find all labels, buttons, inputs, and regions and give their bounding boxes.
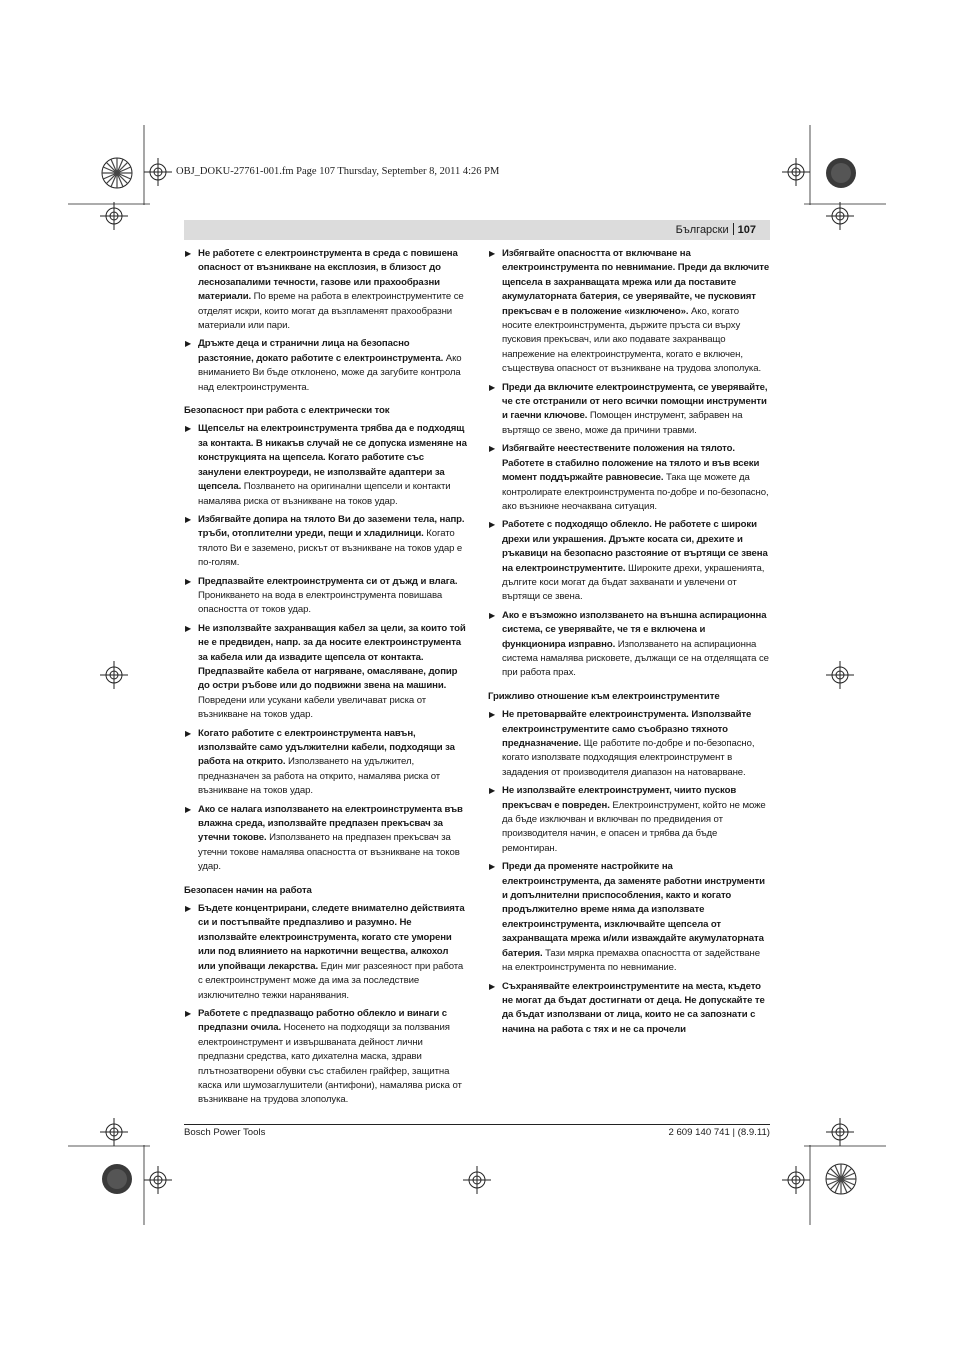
bullet-icon: ▶ xyxy=(185,904,192,914)
item-text: Използването на аспирационна система намалява рисковете, дължащи се на отделящата се при работа прах. xyxy=(502,638,769,679)
item-bold: Работете с предпазващо работно облекло и винаги с предпазни очила. xyxy=(198,1007,447,1034)
list-item xyxy=(488,247,771,377)
list-item xyxy=(184,622,467,723)
section-heading: Безопасност при работа с електрически ток xyxy=(184,405,390,417)
bullet-icon: ▶ xyxy=(185,728,192,738)
item-text: Когато тялото Ви е заземено, рискът от възникване на токов удар е по-голям. xyxy=(198,528,463,569)
item-bold: Бъдете концентрирани, следете внимателно действията си и постъпвайте предпазливо и разумно. Не използвайте електроинструмента, когато сте уморени или под влиянието на наркотични вещества, алкохол или упойващи лекарства. xyxy=(198,903,465,972)
bullet-icon: ▶ xyxy=(489,520,496,530)
footer-brand: Bosch Power Tools xyxy=(184,1127,266,1138)
bullet-icon: ▶ xyxy=(489,382,496,392)
left-column xyxy=(184,247,467,1112)
item-text: Тази мярка премахва опасността от задействане на електроинструмента по невнимание. xyxy=(502,947,760,974)
list-item xyxy=(184,513,467,571)
bullet-icon: ▶ xyxy=(489,444,496,454)
list-item xyxy=(184,902,467,1003)
bullet-icon: ▶ xyxy=(185,804,192,814)
item-bold: Не претоварвайте електроинструмента. Използвайте електроинструментите само съобразно тяхното предназначение. xyxy=(502,709,752,749)
item-bold: Избягвайте неестествените положения на тялото. Работете в стабилно положение на тялото и във всеки момент поддържайте равновесие. xyxy=(502,443,760,484)
item-bold: Ако е възможно използването на външна аспирационна система, се уверявайте, че тя е включена и функционира изправно. xyxy=(502,609,767,650)
bullet-icon: ▶ xyxy=(185,249,192,258)
item-bold: Работете с подходящо облекло. Не работете с широки дрехи или украшения. Дръжте косата си, дрехите и ръкавици на безопасно разстояние от въртящи се звена на електроинструментите. xyxy=(502,519,768,574)
page-header xyxy=(184,220,770,240)
footer-doc-number: 2 609 140 741 | (8.9.11) xyxy=(668,1127,770,1138)
list-item xyxy=(184,337,467,395)
item-text: Електроинструмент, който не може да бъде изключван и включван по предвидения от производителя начин, е опасен и трябва да бъде ремонтиран. xyxy=(502,799,766,854)
item-bold: Не използвайте електроинструмент, чиито пусков прекъсвач е повреден. xyxy=(502,785,737,811)
header-language: Български xyxy=(675,224,729,236)
list-item xyxy=(184,1007,467,1108)
item-bold: Преди да променяте настройките на електроинструмента, да заменяте работни инструменти и допълнителни приспособления, както и когато продължително време няма да използвате електроинструмента, изключвайте щепсела от захранващата мрежа и/или изваждайте акумулаторната батерия. xyxy=(502,861,765,959)
item-text: Широките дрехи, украшенията, дългите коси могат да бъдат захванати и увлечени от въртящи се звена. xyxy=(502,562,765,603)
bullet-icon: ▶ xyxy=(489,710,496,720)
right-column xyxy=(488,247,771,1041)
list-item xyxy=(184,803,467,875)
list-item xyxy=(184,422,467,508)
item-text: Използването на предпазен прекъсвач за утечни токове намалява опасността от възникване на токов удар. xyxy=(198,832,460,873)
bullet-icon: ▶ xyxy=(185,339,192,349)
item-bold: Избягвайте опасността от включване на електроинструмента по невнимание. Преди да включите щепсела в захранващата мрежа или да поставите акумулаторната батерия, се уверявайте, че пусковият прекъсвач е в положение «изключено». xyxy=(502,248,770,317)
bullet-icon: ▶ xyxy=(489,610,496,620)
header-separator xyxy=(733,223,734,235)
bullet-icon: ▶ xyxy=(185,623,192,633)
section-heading: Безопасен начин на работа xyxy=(184,884,312,896)
list-item xyxy=(488,860,771,975)
item-bold: Щепсельт на електроинструмента трябва да е подходящ за контакта. В никакъв случай не се допуска изменяне на конструкцията на щепсела. Когато работите със занулени електроуреди, не използвайте адаптери за щепсела. xyxy=(198,423,467,493)
list-item xyxy=(488,980,771,1038)
item-text: Повредени или усукани кабели увеличават риска от възникване на токов удар. xyxy=(198,694,427,721)
bullet-icon: ▶ xyxy=(185,514,192,524)
section-heading: Грижливо отношение към електроинструментите xyxy=(488,690,720,702)
file-slug: OBJ_DOKU-27761-001.fm Page 107 Thursday, September 8, 2011 4:26 PM xyxy=(176,166,500,177)
list-item xyxy=(488,708,771,780)
item-text: Един миг разсеяност при работа с електроинструмент може да има за последствие изключително тежки наранявания. xyxy=(198,960,464,1001)
page-number: 107 xyxy=(737,224,756,236)
item-bold: Ако се налага използването на електроинструмента във влажна среда, използвайте предпазен прекъсвач за утечни токове. xyxy=(198,803,463,844)
item-text: Позлването на оригинални щепсели и контакти намалява риска от възникване на токов удар. xyxy=(198,481,451,507)
item-bold: Не работете с електроинструмента в среда с повишена опасност от възникване на експлозия, в близост до леснозапалими течности, газове или прахообразни материали. xyxy=(198,248,458,303)
item-bold: Преди да включите електроинструмента, се уверявайте, че сте отстранили от него всички помощни инструменти и гаечни ключове. xyxy=(502,381,768,422)
list-item xyxy=(488,609,771,681)
footer-rule xyxy=(184,1124,770,1125)
item-text: Използването на удължител, предназначен за работа на открито, намалява риска от възникване на токов удар. xyxy=(198,756,441,797)
list-item xyxy=(488,442,771,514)
list-item xyxy=(488,784,771,856)
bullet-icon: ▶ xyxy=(489,249,496,258)
item-text: По време на работа в електроинструментите се отделят искри, които могат да възпламенят прахообразни материали или пари. xyxy=(198,291,464,332)
item-bold: Когато работите с електроинструмента навън, използвайте само удължителни кабели, подходящи за работа на открито. xyxy=(198,727,455,768)
item-text: Така ще можете да контролирате електроинструмента по-добре и по-безопасно, ако възникне неочаквана ситуация. xyxy=(502,472,769,512)
list-item xyxy=(488,518,771,604)
item-text: Ако, когато носите електроинструмента, държите пръста си върху пусковия прекъсвач, или ако подавате захранващо напрежение на електроинструмента, когато е включен, съществува опасност от възникване на трудова злополука. xyxy=(502,305,762,375)
item-bold: Дръжте деца и странични лица на безопасно разстояние, докато работите с електроинструмента. xyxy=(198,338,444,364)
item-text: Проникването на вода в електроинструмента повишава опасността от токов удар. xyxy=(198,589,443,616)
list-item xyxy=(184,575,467,618)
bullet-icon: ▶ xyxy=(185,424,192,434)
list-item xyxy=(184,727,467,799)
bullet-icon: ▶ xyxy=(489,786,496,796)
header-text xyxy=(676,223,756,236)
item-bold: Предпазвайте електроинструмента си от дъжд и влага. xyxy=(198,575,458,587)
list-item xyxy=(184,247,467,333)
item-bold: Не използвайте захранващия кабел за цели, за които той не е предвиден, напр. за да носите електроинструмента за кабела или да извадите щепсела от контакта. Предпазвайте кабела от нагряване, омасляване, допир до остри ръбове или до подвижни звена на машини. xyxy=(198,622,466,692)
item-bold: Избягвайте допира на тялото Ви до заземени тела, напр. тръби, отоплителни уреди, пещи и хладилници. xyxy=(198,513,465,540)
item-text: Ще работите по-добре и по-безопасно, когато използвате подходящия електроинструмент в зададения от производителя диапазон на натоварване. xyxy=(502,738,755,778)
bullet-icon: ▶ xyxy=(185,1008,192,1018)
item-text: Носенето на подходящи за ползвания електроинструмент и извършваната дейност лични предпазни средства, като дихателна маска, здрави плътнозатворени обувки със стабилен грайфер, защитна каска или шумозаглушители (антифони), намалява риска от възникване на трудова злополука. xyxy=(198,1022,462,1106)
bullet-icon: ▶ xyxy=(489,862,496,872)
item-bold: Съхранявайте електроинструментите на места, където не могат да бъдат достигнати от деца. Не допускайте те да бъдат използвани от лица, които не са запознати с начина на работа с тях и не са прочели xyxy=(502,980,765,1035)
list-item xyxy=(488,381,771,439)
bullet-icon: ▶ xyxy=(489,981,496,991)
item-text: Ако вниманието Ви бъде отклонено, може да загубите контрола над електроинструмента. xyxy=(198,352,462,393)
item-text: Помощен инструмент, забравен на въртящо се звено, може да причини травми. xyxy=(502,410,743,436)
bullet-icon: ▶ xyxy=(185,576,192,586)
